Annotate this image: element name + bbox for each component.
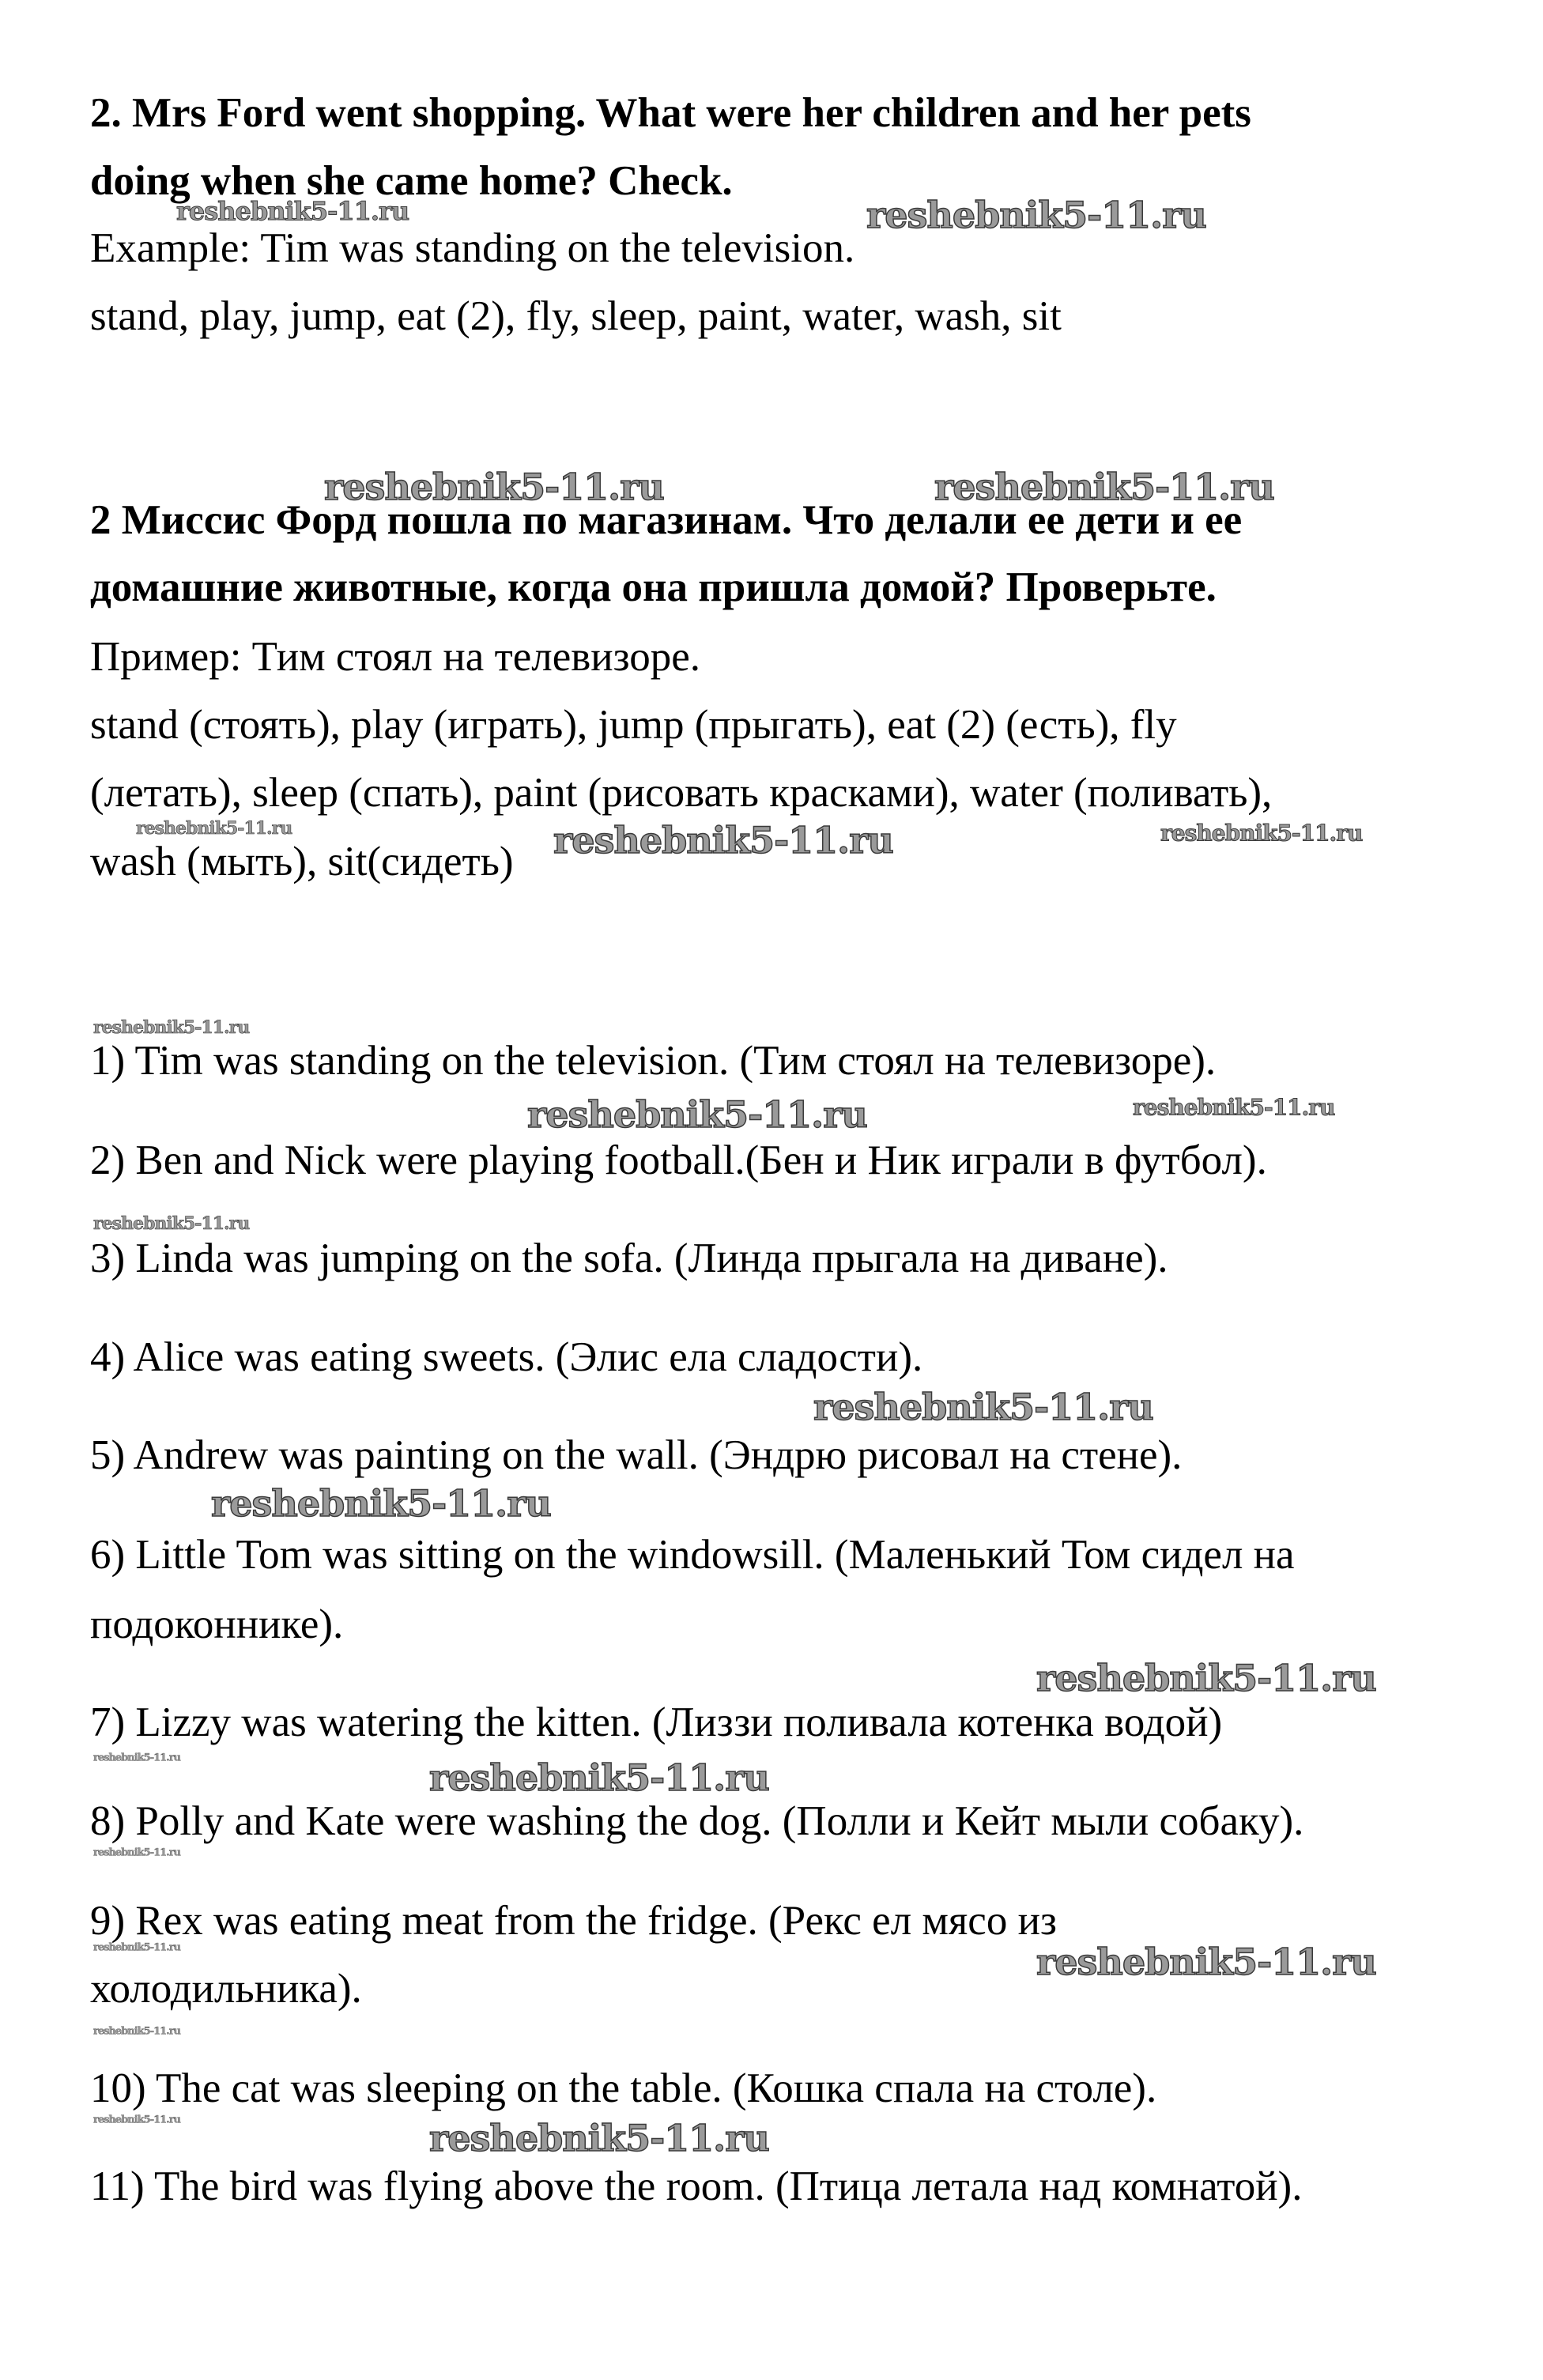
task-title-line2: doing when she came home? Check. xyxy=(90,158,733,204)
watermark: reshebnik5-11.ru xyxy=(93,1752,181,1764)
answer-item: 11) The bird was flying above the room. (Птица летала над комнатой). xyxy=(90,2163,1303,2209)
task-title-ru-line1: 2 Миссис Форд пошла по магазинам. Что делали ее дети и ее xyxy=(90,497,1243,543)
watermark: reshebnik5-11.ru xyxy=(429,1756,769,1799)
watermark: reshebnik5-11.ru xyxy=(176,196,409,226)
answer-item-continued: подоконнике). xyxy=(90,1601,344,1647)
answer-item: 4) Alice was eating sweets. (Элис ела сладости). xyxy=(90,1334,923,1380)
answer-item: 2) Ben and Nick were playing football.(Бен и Ник играли в футбол). xyxy=(90,1137,1267,1183)
task-example-ru: Пример: Тим стоял на телевизоре. xyxy=(90,634,701,680)
watermark: reshebnik5-11.ru xyxy=(553,819,893,862)
watermark: reshebnik5-11.ru xyxy=(136,818,292,839)
watermark: reshebnik5-11.ru xyxy=(866,194,1206,236)
watermark: reshebnik5-11.ru xyxy=(93,1941,181,1954)
answer-item: 10) The cat was sleeping on the table. (Кошка спала на столе). xyxy=(90,2065,1157,2111)
task-verbs: stand, play, jump, eat (2), fly, sleep, paint, water, wash, sit xyxy=(90,293,1062,339)
task-verbs-ru-line2: (летать), sleep (спать), paint (рисовать красками), water (поливать), xyxy=(90,770,1273,816)
answer-item: 7) Lizzy was watering the kitten. (Лиззи поливала котенка водой) xyxy=(90,1699,1223,1745)
watermark: reshebnik5-11.ru xyxy=(1036,1941,1376,1983)
watermark: reshebnik5-11.ru xyxy=(429,2117,769,2159)
watermark: reshebnik5-11.ru xyxy=(1036,1657,1376,1699)
answer-item: 9) Rex was eating meat from the fridge. (Рекс ел мясо из xyxy=(90,1898,1057,1944)
watermark: reshebnik5-11.ru xyxy=(93,2025,181,2038)
answer-item: 6) Little Tom was sitting on the windowsill. (Маленький Том сидел на xyxy=(90,1532,1295,1578)
task-title-ru-line2: домашние животные, когда она пришла домой? Проверьте. xyxy=(90,564,1217,610)
answer-item-continued: холодильника). xyxy=(90,1966,362,2012)
watermark: reshebnik5-11.ru xyxy=(93,1017,250,1038)
watermark: reshebnik5-11.ru xyxy=(1160,820,1363,847)
task-example: Example: Tim was standing on the television. xyxy=(90,225,855,271)
task-title-line1: 2. Mrs Ford went shopping. What were her children and her pets xyxy=(90,90,1251,136)
answer-item: 8) Polly and Kate were washing the dog. (Полли и Кейт мыли собаку). xyxy=(90,1798,1304,1844)
watermark: reshebnik5-11.ru xyxy=(527,1093,867,1136)
watermark: reshebnik5-11.ru xyxy=(324,466,664,508)
watermark: reshebnik5-11.ru xyxy=(93,1846,181,1859)
watermark: reshebnik5-11.ru xyxy=(1133,1094,1335,1121)
watermark: reshebnik5-11.ru xyxy=(93,1213,250,1234)
watermark: reshebnik5-11.ru xyxy=(934,466,1274,508)
answer-item: 3) Linda was jumping on the sofa. (Линда прыгала на диване). xyxy=(90,1235,1168,1281)
watermark: reshebnik5-11.ru xyxy=(93,2114,181,2126)
watermark: reshebnik5-11.ru xyxy=(211,1482,551,1525)
answer-item: 5) Andrew was painting on the wall. (Эндрю рисовал на стене). xyxy=(90,1432,1183,1478)
task-verbs-ru-line1: stand (стоять), play (играть), jump (прыгать), eat (2) (есть), fly xyxy=(90,702,1177,748)
task-verbs-ru-line3: wash (мыть), sit(сидеть) xyxy=(90,839,514,884)
answer-item: 1) Tim was standing on the television. (Тим стоял на телевизоре). xyxy=(90,1038,1217,1084)
watermark: reshebnik5-11.ru xyxy=(813,1386,1153,1428)
